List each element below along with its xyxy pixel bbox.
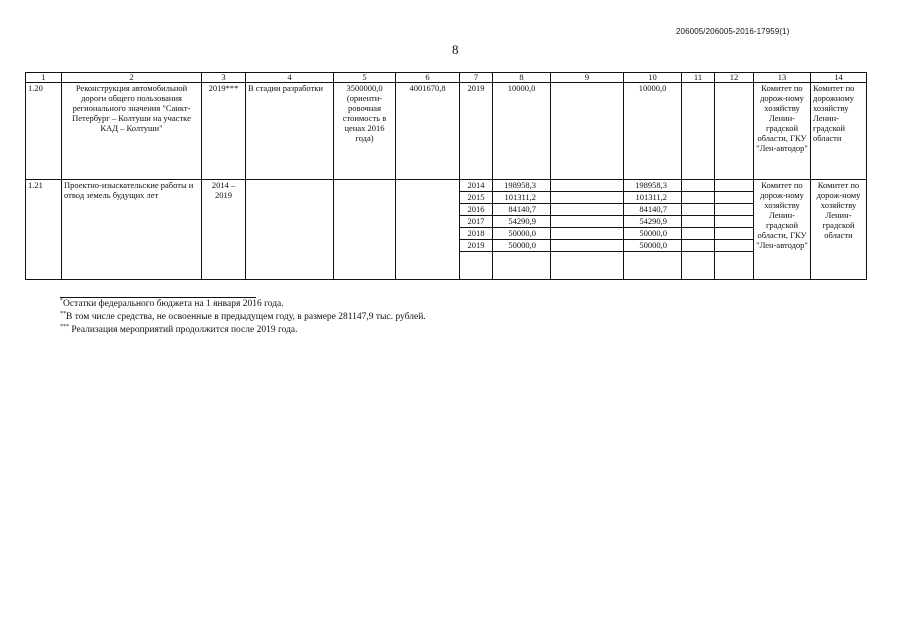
row-col9 [551,83,624,180]
value-cell: 50000,0 [493,228,550,240]
empty-cell [682,204,714,216]
header-cell: 8 [493,73,551,83]
row-name: Реконструкция автомобильной дороги общего пользования регионального значения "Санкт-Петербург – Колтуши на участке КАД – Колтуши" [62,83,202,180]
value-cell: 84140,7 [624,204,681,216]
row-col13: Комитет по дорож-ному хозяйству Ленин-градской области, ГКУ "Лен-автодор" [754,83,811,180]
footnote [60,324,426,337]
year-cell: 2014 [460,180,492,192]
header-cell: 1 [26,73,62,83]
row-period: 2019*** [202,83,246,180]
row-number: 1.21 [26,180,62,280]
footnote [60,311,426,324]
row-col11 [682,180,715,280]
header-cell: 5 [334,73,396,83]
empty-cell [715,204,753,216]
empty-cell [715,192,753,204]
table-row [26,83,867,180]
year-cell: 2016 [460,204,492,216]
empty-cell [715,240,753,252]
footnote-mark: * [60,297,63,304]
row-period: 2014 – 2019 [202,180,246,280]
empty-cell [682,228,714,240]
footnotes [60,298,426,337]
value-cell: 50000,0 [624,228,681,240]
header-cell: 11 [682,73,715,83]
header-cell: 4 [246,73,334,83]
value-cell: 50000,0 [493,240,550,252]
header-row [26,73,867,83]
row-year: 2019 [460,83,493,180]
row-col12 [715,180,754,280]
year-cell: 2017 [460,216,492,228]
header-cell: 9 [551,73,624,83]
year-cell: 2015 [460,192,492,204]
header-cell: 2 [62,73,202,83]
row-number: 1.20 [26,83,62,180]
header-cell: 6 [396,73,460,83]
empty-cell [715,216,753,228]
row-col10 [624,180,682,280]
document-id: 206005/206005-2016-17959(1) [676,27,790,36]
value-cell: 84140,7 [493,204,550,216]
table-row [26,180,867,280]
header-cell: 12 [715,73,754,83]
footnote-mark: ** [60,310,66,317]
footnote-text: В том числе средства, не освоенные в предыдущем году, в размере 281147,9 тыс. рублей. [66,312,426,322]
row-cost: 3500000,0 (ориенти-ровочная стоимость в ценах 2016 года) [334,83,396,180]
row-status [246,180,334,280]
row-status: В стадии разработки [246,83,334,180]
value-cell: 198958,3 [493,180,550,192]
row-col12 [715,83,754,180]
footnote-text: Реализация мероприятий продолжится после 2019 года. [69,325,298,335]
empty-cell [682,240,714,252]
row-col6: 4001670,8 [396,83,460,180]
empty-cell [682,192,714,204]
row-col8 [493,180,551,280]
row-cost [334,180,396,280]
program-table [25,72,867,280]
footnote [60,298,426,311]
value-cell: 101311,2 [624,192,681,204]
row-col14: Комитет по дорож-ному хозяйству Ленин-градской области [811,180,867,280]
header-cell: 7 [460,73,493,83]
row-col10: 10000,0 [624,83,682,180]
row-col9 [551,180,624,280]
empty-cell [551,228,623,240]
empty-cell [682,216,714,228]
value-cell: 54290,9 [493,216,550,228]
row-years [460,180,493,280]
year-cell: 2018 [460,228,492,240]
empty-cell [551,216,623,228]
value-cell: 50000,0 [624,240,681,252]
value-cell: 101311,2 [493,192,550,204]
footnote-text: Остатки федерального бюджета на 1 января 2016 года. [63,299,284,309]
empty-cell [551,192,623,204]
empty-cell [551,204,623,216]
row-col6 [396,180,460,280]
page-number: 8 [452,42,459,57]
empty-cell [551,240,623,252]
row-name: Проектно-изыскательские работы и отвод земель будущих лет [62,180,202,280]
row-col14: Комитет по дорожному хозяйству Ленин-градской области [811,83,867,180]
header-cell: 10 [624,73,682,83]
row-col13: Комитет по дорож-ному хозяйству Ленин-градской области, ГКУ "Лен-автодор" [754,180,811,280]
empty-cell [682,180,714,192]
empty-cell [715,180,753,192]
row-col8: 10000,0 [493,83,551,180]
header-cell: 14 [811,73,867,83]
value-cell: 54290,9 [624,216,681,228]
header-cell: 13 [754,73,811,83]
empty-cell [715,228,753,240]
footnote-mark: *** [60,323,69,330]
empty-cell [551,180,623,192]
header-cell: 3 [202,73,246,83]
value-cell: 198958,3 [624,180,681,192]
row-col11 [682,83,715,180]
year-cell: 2019 [460,240,492,252]
